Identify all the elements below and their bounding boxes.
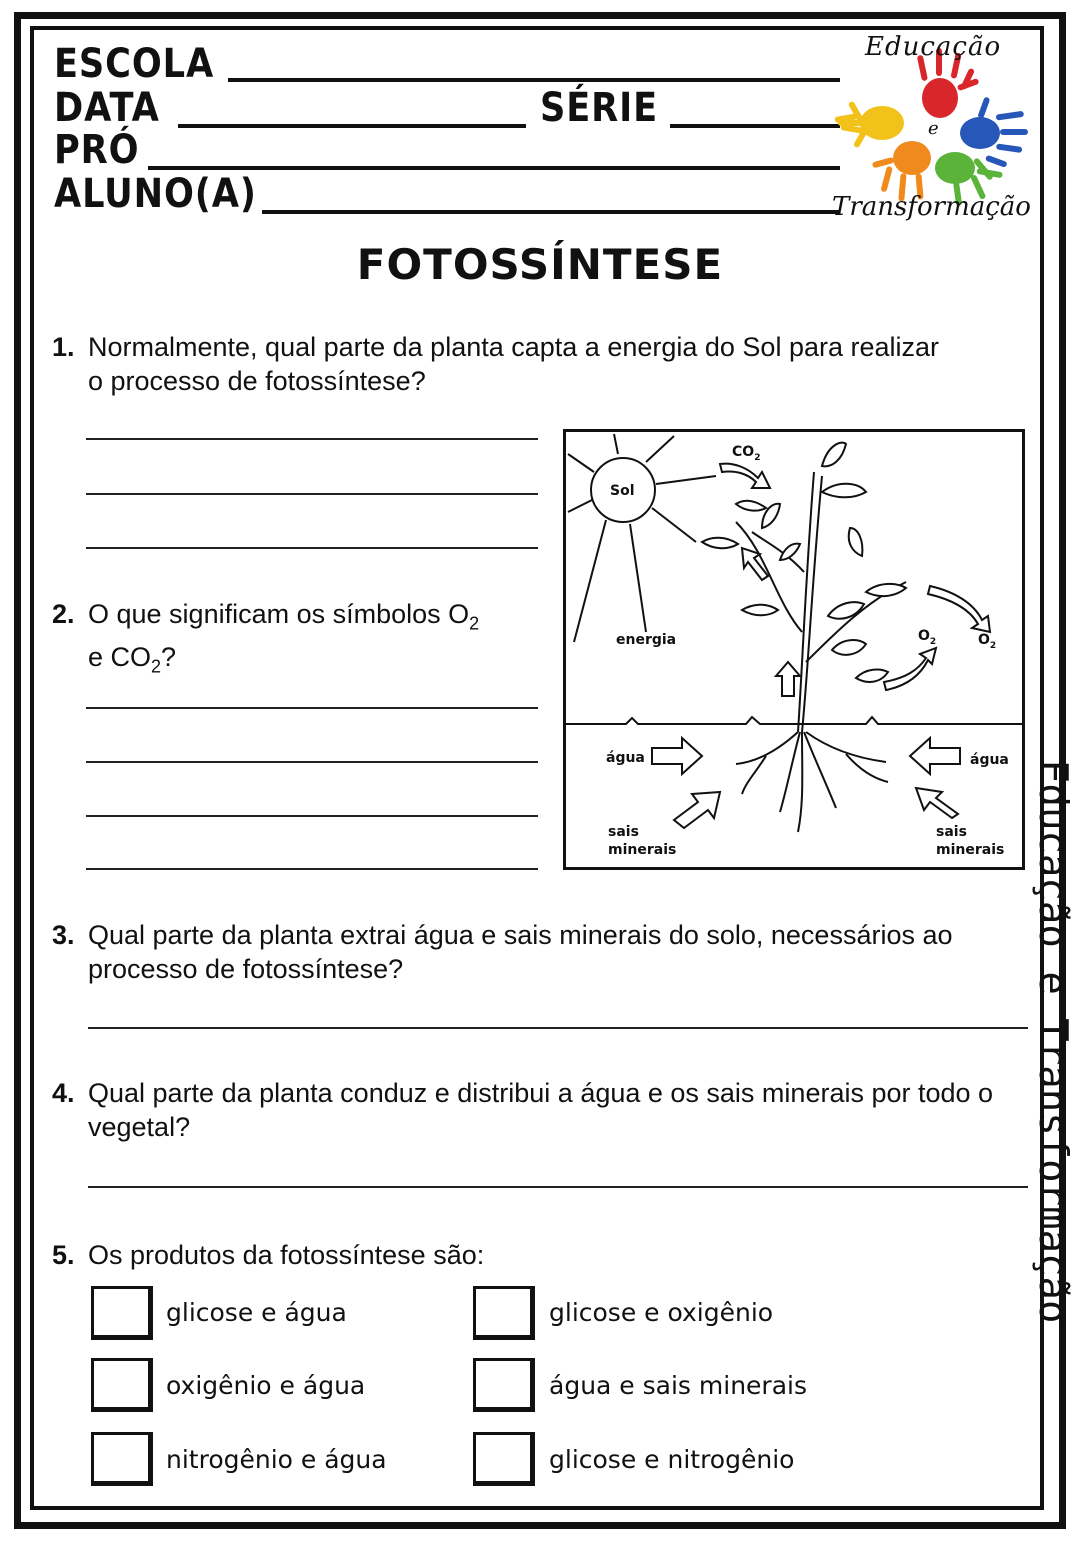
salts-left-label-1: sais	[608, 824, 639, 840]
answer-line[interactable]	[86, 868, 538, 870]
question-4-number: 4.	[52, 1078, 75, 1108]
salts-right-arrow-icon	[916, 788, 958, 818]
answer-line[interactable]	[86, 707, 538, 709]
answer-line[interactable]	[88, 1027, 1028, 1029]
salts-right-label-2: minerais	[936, 842, 1005, 858]
water-right-label: água	[970, 752, 1009, 768]
water-left-arrow-icon	[652, 738, 702, 774]
option-checkbox-nitrogenio-agua[interactable]	[91, 1432, 153, 1486]
question-1-number: 1.	[52, 332, 75, 362]
answer-line[interactable]	[86, 438, 538, 440]
option-label-glicose-agua: glicose e água	[166, 1298, 347, 1327]
energy-label: energia	[616, 632, 677, 648]
o2-outer-label: $O_2$	[978, 632, 997, 651]
option-label-glicose-oxigenio: glicose e oxigênio	[549, 1298, 774, 1327]
question-1-text: Normalmente, qual parte da planta capta a energia do Sol para realizar o processo de fotossíntese?	[88, 332, 940, 396]
logo-text-transformacao: Transformação	[832, 192, 1031, 222]
water-left-label: água	[606, 750, 645, 766]
page-title: FOTOSSÍNTESE	[356, 240, 724, 289]
answer-line[interactable]	[86, 493, 538, 495]
option-checkbox-glicose-oxigenio[interactable]	[473, 1286, 535, 1340]
aluno-field-line[interactable]	[262, 210, 840, 214]
o2-inner-arrow-icon	[884, 648, 936, 690]
question-4-text: Qual parte da planta conduz e distribui a água e os sais minerais por todo o vegetal?	[88, 1078, 994, 1142]
answer-line[interactable]	[88, 1186, 1028, 1188]
up-arrow-stem-icon	[776, 662, 800, 696]
pro-field-line[interactable]	[148, 166, 840, 170]
ground-line	[566, 717, 1022, 724]
water-right-arrow-icon	[910, 738, 960, 774]
serie-field-line[interactable]	[670, 124, 840, 128]
question-5-number: 5.	[52, 1240, 75, 1270]
question-2	[52, 597, 532, 684]
answer-line[interactable]	[86, 815, 538, 817]
sun-label: Sol	[610, 483, 635, 499]
serie-label: SÉRIE	[540, 85, 659, 131]
question-5-text: Os produtos da fotossíntese são:	[88, 1240, 485, 1270]
o2-outer-arrow-icon	[928, 586, 990, 632]
side-watermark-text: Educação e Transformação	[1030, 760, 1075, 1324]
data-label: DATA	[54, 85, 160, 131]
question-2-number: 2.	[52, 599, 75, 629]
salts-right-label-1: sais	[936, 824, 967, 840]
escola-label: ESCOLA	[54, 41, 215, 87]
plant-stem	[736, 472, 906, 732]
option-checkbox-agua-sais[interactable]	[473, 1358, 535, 1412]
question-1	[52, 330, 952, 398]
pro-label: PRÓ	[54, 127, 140, 173]
aluno-label: ALUNO(A)	[54, 171, 257, 217]
question-3	[52, 918, 1012, 986]
question-3-text: Qual parte da planta extrai água e sais minerais do solo, necessários ao processo de fotossíntese?	[88, 920, 953, 984]
photosynthesis-diagram	[563, 429, 1025, 870]
option-checkbox-glicose-agua[interactable]	[91, 1286, 153, 1340]
co2-label: $CO_2$	[732, 444, 761, 463]
escola-field-line[interactable]	[228, 78, 840, 82]
blue-hand-icon	[960, 96, 1028, 167]
option-label-glicose-nitrogenio: glicose e nitrogênio	[549, 1445, 795, 1474]
question-3-number: 3.	[52, 920, 75, 950]
o2-inner-label: $O_2$	[918, 628, 937, 647]
logo-text-e: e	[928, 118, 939, 139]
option-label-oxigenio-agua: oxigênio e água	[166, 1371, 366, 1400]
question-2-text: O que significam os símbolos $O_2$ e $CO_2$?	[88, 599, 480, 677]
option-label-nitrogenio-agua: nitrogênio e água	[166, 1445, 387, 1474]
salts-left-arrow-icon	[674, 792, 720, 828]
plant-leaves	[702, 443, 906, 682]
option-checkbox-oxigenio-agua[interactable]	[91, 1358, 153, 1412]
option-label-agua-sais: água e sais minerais	[549, 1371, 807, 1400]
plant-illustration	[566, 432, 1022, 867]
yellow-hand-icon	[834, 101, 904, 149]
question-4	[52, 1076, 1022, 1144]
data-field-line[interactable]	[178, 124, 526, 128]
logo-text-educacao: Educação	[865, 32, 1002, 62]
answer-line[interactable]	[86, 547, 538, 549]
plant-roots	[736, 732, 888, 832]
question-5	[52, 1238, 952, 1272]
co2-arrow-icon	[720, 464, 770, 488]
answer-line[interactable]	[86, 761, 538, 763]
salts-left-label-2: minerais	[608, 842, 677, 858]
option-checkbox-glicose-nitrogenio[interactable]	[473, 1432, 535, 1486]
